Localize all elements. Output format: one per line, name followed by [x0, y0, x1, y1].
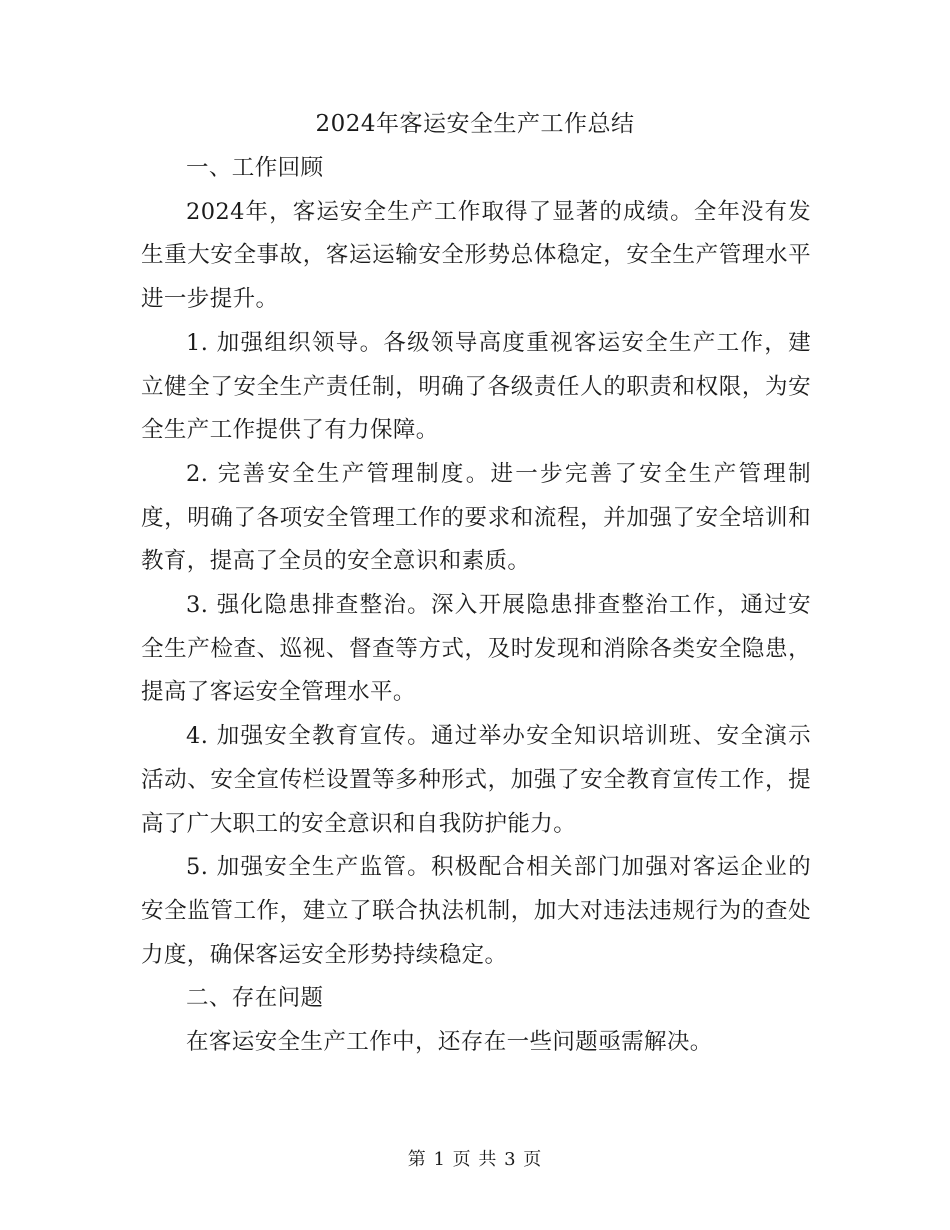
paragraph-item-1: 1. 加强组织领导。各级领导高度重视客运安全生产工作，建立健全了安全生产责任制，明确了各级责任人的职责和权限，为安全生产工作提供了有力保障。 — [141, 329, 811, 444]
section-heading-problems: 二、存在问题 — [186, 985, 324, 1012]
page-number-footer: 第 1 页 共 3 页 — [407, 1149, 543, 1170]
paragraph-problems-intro: 在客运安全生产工作中，还存在一些问题亟需解决。 — [186, 1029, 713, 1056]
section-heading-review: 一、工作回顾 — [186, 155, 324, 181]
document-title: 2024年客运安全生产工作总结 — [315, 111, 635, 137]
paragraph-item-4: 4. 加强安全教育宣传。通过举办安全知识培训班、安全演示活动、安全宣传栏设置等多种形式，加强了安全教育宣传工作，提高了广大职工的安全意识和自我防护能力。 — [141, 723, 811, 837]
paragraph-item-2: 2. 完善安全生产管理制度。进一步完善了安全生产管理制度，明确了各项安全管理工作的要求和流程，并加强了安全培训和教育，提高了全员的安全意识和素质。 — [141, 460, 811, 575]
paragraph-item-3: 3. 强化隐患排查整治。深入开展隐患排查整治工作，通过安全生产检查、巡视、督查等方式，及时发现和消除各类安全隐患，提高了客运安全管理水平。 — [141, 592, 811, 706]
paragraph-item-5: 5. 加强安全生产监管。积极配合相关部门加强对客运企业的安全监管工作，建立了联合执法机制，加大对违法违规行为的查处力度，确保客运安全形势持续稳定。 — [141, 854, 811, 968]
document-body — [141, 147, 811, 1065]
paragraph-overview: 2024年，客运安全生产工作取得了显著的成绩。全年没有发生重大安全事故，客运运输安全形势总体稳定，安全生产管理水平进一步提升。 — [141, 198, 811, 313]
